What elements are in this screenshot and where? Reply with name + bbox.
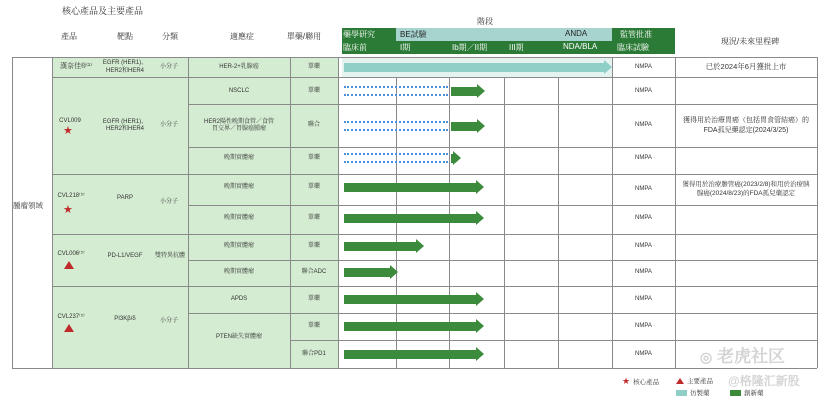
header-target: 靶點 [117, 32, 133, 41]
indication-row-3: HER2陽性晚期食管／食管胃交界／胃腺癌腫瘤 [203, 118, 274, 132]
indication-row-8: 晚期實體瘤 [223, 268, 254, 275]
indication-row-6: 晚期實體瘤 [223, 214, 254, 221]
regulator-row-2: NMPA [635, 87, 652, 94]
progress-bar-row-4 [451, 154, 453, 163]
progress-bar-row-3 [451, 122, 477, 131]
product-target-4: PD-L1/VEGF [107, 253, 143, 260]
regulator-row-10: NMPA [635, 322, 652, 329]
header-be-trial: BE試驗 [400, 30, 427, 39]
status-cvl009: 獲得用於治療胃癌（包括胃食管結癌）的FDA孤兒藥認定(2024/3/25) [683, 117, 809, 134]
indication-row-9: APDS [230, 295, 248, 302]
regulator-row-11: NMPA [635, 350, 652, 357]
header-stage: 階段 [477, 17, 493, 26]
watermark-gelonghui: @格隆汇新股 [728, 374, 800, 388]
header-phase3: III期 [509, 43, 524, 52]
mode-row-2: 單藥 [307, 87, 320, 94]
mode-row-11: 聯合PD1 [302, 350, 326, 357]
header-phase1b2: Ib期／II期 [452, 43, 488, 52]
tiger-logo-icon: ◎ [700, 349, 713, 365]
core-product-star-icon: ★ [622, 376, 631, 386]
page-title: 核心產品及主要產品 [62, 6, 144, 16]
product-category-2: 小分子 [159, 122, 178, 129]
progress-dotted-row-3 [344, 121, 448, 131]
indication-row-1: HER-2+乳腺癌 [219, 63, 259, 70]
legend-innovative: 創新藥 [730, 388, 764, 397]
mode-row-6: 單藥 [307, 214, 320, 221]
header-category: 分類 [162, 32, 178, 41]
major-product-triangle-icon [676, 378, 684, 384]
header-nda-bla: NDA/BLA [563, 42, 598, 51]
mode-row-7: 單藥 [307, 242, 320, 249]
mode-row-4: 單藥 [307, 154, 320, 161]
header-preclinical: 臨床前 [343, 43, 367, 52]
progress-dotted-row-2 [344, 86, 448, 96]
innovative-swatch [730, 390, 741, 396]
progress-bar-row-6 [344, 214, 476, 223]
legend-major: 主要產品 [676, 376, 713, 385]
regulator-row-3: NMPA [635, 121, 652, 128]
header-product: 產品 [61, 32, 77, 41]
core-product-star-icon: ★ [63, 125, 73, 137]
product-name-5: CVL237⁽⁵⁾ [57, 314, 85, 321]
header-clinical-trial: 臨床試驗 [617, 43, 649, 52]
header-drug-research: 藥學研究 [343, 30, 375, 39]
product-name-2: CVL009 [59, 118, 81, 125]
mode-row-1: 單藥 [307, 63, 320, 70]
mode-row-9: 單藥 [307, 295, 320, 302]
indication-row-7: 晚期實體瘤 [223, 242, 254, 249]
progress-bar-row-5 [344, 183, 476, 192]
legend-core: ★ 核心產品 [622, 376, 660, 386]
mode-row-10: 單藥 [307, 322, 320, 329]
product-category-5: 小分子 [159, 318, 178, 325]
header-status: 現況/未來里程碑 [720, 37, 780, 46]
header-regulatory: 監管批准 [620, 30, 652, 39]
regulator-row-7: NMPA [635, 242, 652, 249]
product-name-4: CVL006⁽⁵⁾ [57, 251, 85, 258]
header-anda: ANDA [565, 29, 588, 38]
header-mono-combo: 單藥/聯用 [286, 32, 322, 41]
generic-swatch [676, 390, 687, 396]
mode-row-3: 聯合 [307, 121, 320, 128]
regulator-row-6: NMPA [635, 214, 652, 221]
product-category-4: 雙特異抗體 [154, 253, 185, 260]
progress-bar-row-2 [451, 87, 477, 96]
watermark-tiger: ◎ 老虎社区 [700, 347, 785, 366]
status-cvl218: 獲得用於治療膽管癌(2023/2/8)和用於治療胰腺癌(2024/8/23)的FDA孤兒藥認定 [682, 180, 810, 197]
mode-row-5: 單藥 [307, 183, 320, 190]
status-hannaijia: 已於2024年6月獲批上市 [705, 62, 787, 72]
legend-generic: 仿製藥 [676, 388, 710, 397]
progress-bar-row-1 [344, 63, 604, 72]
progress-dotted-row-4 [344, 153, 448, 163]
progress-bar-row-10 [344, 322, 476, 331]
product-category-3: 小分子 [159, 199, 178, 206]
progress-bar-row-7 [344, 242, 416, 251]
indication-row-10: PTEN缺失實體瘤 [215, 333, 262, 340]
regulator-row-5: NMPA [635, 185, 652, 192]
major-product-triangle-icon [64, 324, 74, 332]
header-indication: 適應症 [230, 32, 254, 41]
progress-bar-row-8 [344, 268, 390, 277]
product-category-1: 小分子 [159, 63, 178, 70]
product-target-5: PI3Kβ/δ [114, 316, 136, 323]
product-target-1: EGFR (HER1)、HER2和HER4 [102, 60, 148, 74]
product-target-3: PARP [117, 195, 133, 202]
regulator-row-8: NMPA [635, 268, 652, 275]
major-product-triangle-icon [64, 261, 74, 269]
regulator-row-9: NMPA [635, 295, 652, 302]
progress-bar-row-9 [344, 295, 476, 304]
header-phase1: I期 [400, 43, 411, 52]
regulator-row-1: NMPA [635, 63, 652, 70]
product-target-2: EGFR (HER1)、HER2和HER4 [102, 118, 148, 132]
product-name-3: CVL218⁽⁵⁾ [57, 193, 85, 200]
product-name-1: 漢奈佳®⁽¹⁾ [60, 63, 92, 71]
indication-row-2: NSCLC [228, 87, 250, 94]
mode-row-8: 聯合ADC [301, 268, 327, 275]
core-product-star-icon: ★ [63, 204, 73, 216]
indication-row-4: 晚期實體瘤 [223, 154, 254, 161]
regulator-row-4: NMPA [635, 154, 652, 161]
indication-row-5: 晚期實體瘤 [223, 183, 254, 190]
progress-bar-row-11 [344, 350, 476, 359]
area-label: 腫瘤領域 [13, 201, 43, 210]
